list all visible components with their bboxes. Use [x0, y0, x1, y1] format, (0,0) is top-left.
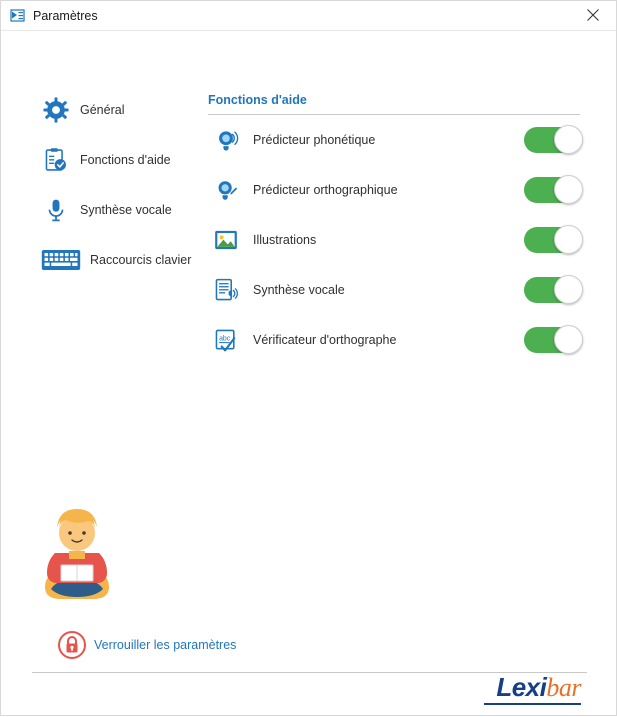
close-icon	[587, 9, 599, 21]
sidebar-item-label: Général	[80, 103, 125, 117]
lightbulb-pen-icon	[211, 175, 241, 205]
settings-window-icon	[10, 8, 26, 24]
microphone-icon	[41, 195, 71, 225]
setting-row-label: Synthèse vocale	[253, 283, 345, 297]
sidebar-item-raccourcis-clavier[interactable]	[41, 235, 206, 285]
title-bar	[1, 1, 616, 31]
gear-icon	[41, 95, 71, 125]
image-icon	[211, 225, 241, 255]
abc-check-icon	[211, 325, 241, 355]
window-title: Paramètres	[33, 8, 98, 23]
toggle-verificateur-orthographe[interactable]	[524, 327, 580, 353]
lexibar-logo	[496, 674, 581, 701]
setting-row-verificateur-orthographe	[208, 315, 580, 365]
setting-row-label: Prédicteur phonétique	[253, 133, 376, 147]
close-button[interactable]	[570, 1, 616, 29]
padlock-icon	[58, 631, 86, 659]
logo-secondary: bar	[546, 673, 581, 702]
setting-row-label: Prédicteur orthographique	[253, 183, 398, 197]
settings-content	[1, 31, 616, 717]
toggle-knob	[554, 225, 583, 254]
sidebar-item-fonctions-aide[interactable]	[41, 135, 206, 185]
toggle-knob	[554, 325, 583, 354]
toggle-knob	[554, 175, 583, 204]
settings-nav	[41, 85, 206, 285]
toggle-knob	[554, 125, 583, 154]
setting-row-illustrations	[208, 215, 580, 265]
help-functions-panel	[208, 93, 580, 365]
setting-row-predicteur-orthographique	[208, 165, 580, 215]
panel-title: Fonctions d'aide	[208, 93, 580, 115]
toggle-knob	[554, 275, 583, 304]
keyboard-icon	[41, 245, 81, 275]
toggle-predicteur-phonetique[interactable]	[524, 127, 580, 153]
setting-row-synthese-vocale	[208, 265, 580, 315]
logo-primary: Lexi	[496, 672, 547, 702]
sidebar-item-general[interactable]	[41, 85, 206, 135]
toggle-predicteur-orthographique[interactable]	[524, 177, 580, 203]
svg-text:abc: abc	[219, 335, 231, 343]
lock-settings-button[interactable]	[58, 631, 236, 659]
lightbulb-sound-icon	[211, 125, 241, 155]
logo-underline	[484, 703, 581, 705]
toggle-synthese-vocale[interactable]	[524, 277, 580, 303]
toggle-illustrations[interactable]	[524, 227, 580, 253]
clipboard-check-icon	[41, 145, 71, 175]
sidebar-item-label: Raccourcis clavier	[90, 253, 192, 267]
setting-row-predicteur-phonetique	[208, 115, 580, 165]
setting-row-label: Illustrations	[253, 233, 317, 247]
setting-row-label: Vérificateur d'orthographe	[253, 333, 397, 347]
sidebar-item-label: Synthèse vocale	[80, 203, 172, 217]
lock-settings-label: Verrouiller les paramètres	[94, 638, 237, 652]
document-speaker-icon	[211, 275, 241, 305]
sidebar-item-synthese-vocale[interactable]	[41, 185, 206, 235]
sidebar-item-label: Fonctions d'aide	[80, 153, 171, 167]
mascot-illustration	[37, 501, 117, 611]
